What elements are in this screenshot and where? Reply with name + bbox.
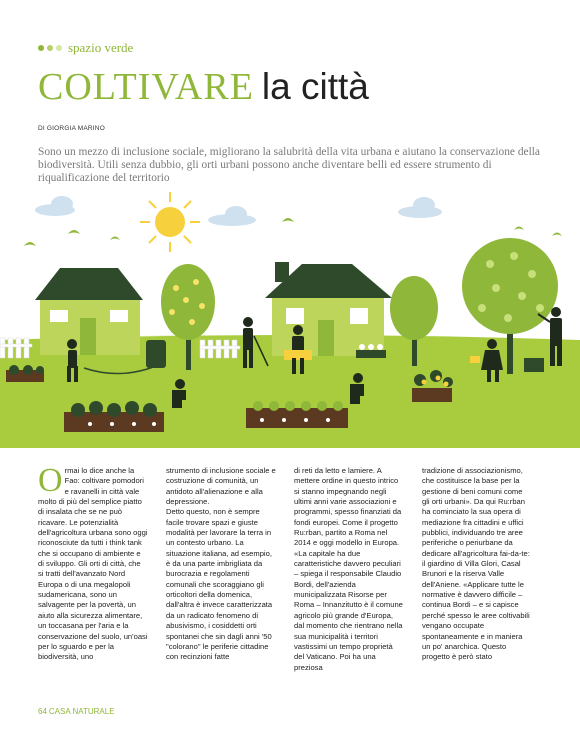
sun-icon [140, 192, 200, 252]
paragraph [38, 466, 148, 663]
section-label: spazio verde [68, 40, 134, 55]
text-column-1 [38, 466, 148, 696]
drop-cap: O [38, 466, 63, 499]
flower-pot [356, 344, 386, 358]
magazine-name: CASA NATURALE [48, 707, 115, 716]
paragraph: di reti da letto e lamiere. A mettere ordine in questo intrico si stanno impegnando negli ultimi anni varie associazioni e programmi, spesso finanziati da fondi europei. Come il progetto Ru:rban, partito a Roma nel 2014 e oggi modello in Europa. «La capitale ha due caratteristiche davvero peculiari – spiega il responsabile Claudio Bordi, dell'azienda municipalizzata Risorse per Roma – Innanzitutto è il comune agricolo più grande d'Europa, dal momento che rientrano nella sua municipalità i territori vastissimi un tempo proprietà del Vaticano. Poi ha una preziosa [294, 466, 403, 672]
section-tag [38, 40, 133, 56]
bird-icon [24, 218, 562, 246]
section-dot [47, 45, 53, 51]
cloud-icon [208, 206, 256, 226]
byline: DI GIORGIA MARINO [38, 125, 105, 132]
house-center [265, 262, 392, 356]
title-part-2: la città [261, 66, 369, 107]
cloud-icon [398, 197, 442, 218]
paragraph: tradizione di associazionismo, che costituisce la base per la gestione di beni comuni come gli orti urbani». Da qui Ru:rban ha cominciato la sua opera di mediazione fra cittadini e uffici pubblici, individuando tre aree periferiche o periurbane da dedicare all'agricoltura fai-da-te: il giardino di Villa Glori, Casal Brunori e la riserva Valle dell'Aniene. «Applicare tutte le normative è davvero difficile – continua Bordi – e si capisce perché spesso le aree coltivabili vengano occupate spontaneamente e in maniera un po' anarchica. Questo progetto è però stato [422, 466, 530, 662]
rain-barrel [146, 340, 166, 368]
house-left [35, 268, 143, 355]
section-dot [38, 45, 44, 51]
garden-bed [6, 365, 44, 382]
page-title [38, 68, 369, 106]
section-dots [38, 45, 62, 51]
text-column-4 [422, 466, 532, 696]
page-number: 64 [38, 707, 47, 716]
cloud-icon [35, 196, 75, 216]
harvest-basket [524, 358, 544, 372]
urban-garden-illustration [0, 190, 580, 448]
lede-paragraph: Sono un mezzo di inclusione sociale, migliorano la salubrità della vita urbana e aiutano la conservazione della biodiversità. Utili senza dubbio, gli orti urbani possono anche diventare belli ed essere strumento di riqualificazione del territorio [38, 146, 540, 184]
section-dot [56, 45, 62, 51]
text-column-3 [294, 466, 404, 696]
article-body [38, 466, 558, 696]
paragraph: Detto questo, non è sempre facile trovare spazi e giuste modalità per lavorare la terra in un contesto urbano. La situazione italiana, ad esempio, è da una parte imbrigliata da burocrazia e regolamenti comunali che scoraggiano gli orticoltori della domenica, dall'altra è invece caratterizzata da un radicato fenomeno di abusivismo, i cosiddetti orti spontanei che sin dagli anni '50 "colorano" le periferie cittadine con recinzioni fatte [166, 507, 273, 662]
title-part-1: COLTIVARE [38, 66, 254, 108]
paragraph: strumento di inclusione sociale e costruzione di comunità, un antidoto all'alienazione e alla depressione. [166, 466, 276, 507]
page-footer [38, 707, 115, 716]
paragraph-text: rmai lo dice anche la Fao: coltivare pomodori e ravanelli in città vale molto di più del semplice piatto di insalata che se ne può ricavare. Le potenzialità dell'agricoltura urbana sono oggi riconosciute da tutti i think tank che si occupano di ambiente e di sviluppo. Gli orti di città, che si tratti dell'avanzato Nord Europa o di una megalopoli sudamericana, sono un salvagente per la povertà, un aiuto alla sicurezza alimentare, un toccasana per l'aria e la conservazione del suolo, un'oasi per lo sguardo e per la biodiversità, uno [38, 466, 148, 662]
garden-bed [64, 401, 164, 432]
text-column-2 [166, 466, 276, 696]
